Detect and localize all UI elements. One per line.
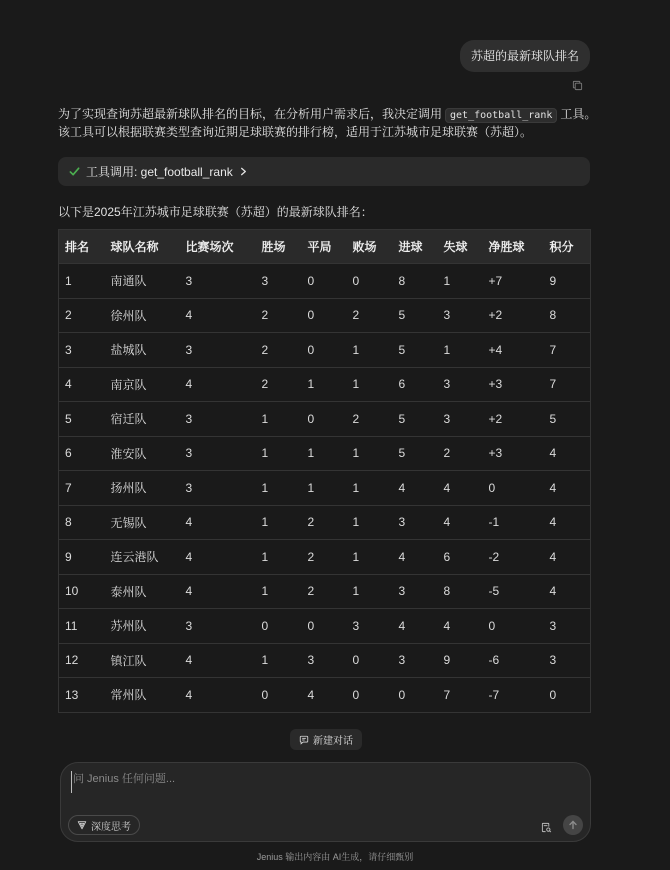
draws-cell: 1 [302,471,347,506]
column-header-points: 积分 [544,230,591,264]
column-header-team: 球队名称 [105,230,180,264]
wins-cell: 0 [256,609,302,644]
team-name-cell: 盐城队 [105,333,180,368]
goals-for-cell: 3 [393,643,438,678]
rank-cell: 10 [59,574,105,609]
user-message-bubble: 苏超的最新球队排名 [460,40,590,72]
draws-cell: 1 [302,436,347,471]
goal-diff-cell: -2 [483,540,544,575]
intro-text-after: 工具。 [560,107,597,121]
goal-diff-cell: +3 [483,367,544,402]
played-cell: 4 [180,678,256,713]
played-cell: 3 [180,609,256,644]
wins-cell: 1 [256,505,302,540]
draws-cell: 1 [302,367,347,402]
played-cell: 4 [180,367,256,402]
column-header-wins: 胜场 [256,230,302,264]
team-name-cell: 苏州队 [105,609,180,644]
wins-cell: 1 [256,643,302,678]
rank-cell: 13 [59,678,105,713]
tool-call-label: 工具调用: get_football_rank [86,165,233,179]
played-cell: 3 [180,402,256,437]
wins-cell: 1 [256,471,302,506]
draws-cell: 0 [302,298,347,333]
played-cell: 4 [180,643,256,678]
draws-cell: 3 [302,643,347,678]
points-cell: 9 [544,264,591,299]
goals-for-cell: 5 [393,436,438,471]
draws-cell: 2 [302,574,347,609]
column-header-goal-diff: 净胜球 [483,230,544,264]
goals-against-cell: 6 [438,540,483,575]
rank-cell: 6 [59,436,105,471]
composer [60,762,591,842]
ai-disclaimer: Jenius 输出内容由 AI生成，请仔细甄别 [256,852,414,862]
goal-diff-cell: +4 [483,333,544,368]
goals-against-cell: 4 [438,609,483,644]
wins-cell: 1 [256,436,302,471]
table-row [59,574,591,609]
goal-diff-cell: +2 [483,298,544,333]
goals-against-cell: 1 [438,264,483,299]
goals-for-cell: 5 [393,333,438,368]
goals-for-cell: 4 [393,609,438,644]
goals-for-cell: 0 [393,678,438,713]
deep-think-icon [77,820,87,830]
column-header-rank: 排名 [59,230,105,264]
table-row [59,505,591,540]
wins-cell: 0 [256,678,302,713]
rank-cell: 1 [59,264,105,299]
goals-against-cell: 7 [438,678,483,713]
column-header-played: 比赛场次 [180,230,256,264]
deep-think-toggle[interactable] [68,815,140,835]
goal-diff-cell: +3 [483,436,544,471]
goals-for-cell: 5 [393,298,438,333]
team-name-cell: 南通队 [105,264,180,299]
goal-diff-cell: 0 [483,609,544,644]
rank-cell: 5 [59,402,105,437]
played-cell: 3 [180,264,256,299]
goals-against-cell: 4 [438,471,483,506]
goals-against-cell: 1 [438,333,483,368]
check-icon [69,166,80,177]
rank-cell: 8 [59,505,105,540]
ranking-summary: 以下是2025年江苏城市足球联赛（苏超）的最新球队排名： [58,205,373,219]
team-name-cell: 南京队 [105,367,180,402]
goals-against-cell: 2 [438,436,483,471]
new-chat-icon [299,735,309,745]
played-cell: 4 [180,574,256,609]
losses-cell: 3 [347,609,393,644]
goals-for-cell: 5 [393,402,438,437]
table-row [59,609,591,644]
chevron-right-icon [239,167,248,176]
team-name-cell: 淮安队 [105,436,180,471]
points-cell: 0 [544,678,591,713]
goal-diff-cell: -5 [483,574,544,609]
losses-cell: 1 [347,574,393,609]
team-name-cell: 徐州队 [105,298,180,333]
points-cell: 7 [544,367,591,402]
points-cell: 3 [544,609,591,644]
points-cell: 4 [544,436,591,471]
deep-think-label: 深度思考 [91,821,131,833]
team-name-cell: 镇江队 [105,643,180,678]
table-row [59,402,591,437]
points-cell: 4 [544,505,591,540]
losses-cell: 1 [347,471,393,506]
wins-cell: 3 [256,264,302,299]
losses-cell: 1 [347,540,393,575]
losses-cell: 1 [347,333,393,368]
intro-text: 为了实现查询苏超最新球队排名的目标，在分析用户需求后，我决定调用 [58,107,443,121]
table-row [59,540,591,575]
rank-cell: 2 [59,298,105,333]
goals-for-cell: 6 [393,367,438,402]
played-cell: 4 [180,540,256,575]
copy-icon[interactable] [572,78,583,89]
table-row [59,264,591,299]
table-row [59,333,591,368]
points-cell: 7 [544,333,591,368]
goals-for-cell: 8 [393,264,438,299]
wins-cell: 2 [256,298,302,333]
goals-against-cell: 9 [438,643,483,678]
team-name-cell: 无锡队 [105,505,180,540]
ranking-table [58,229,591,713]
intro-line-1 [58,106,618,124]
points-cell: 3 [544,643,591,678]
rank-cell: 12 [59,643,105,678]
table-row [59,298,591,333]
table-header-row [59,230,591,264]
intro-line-2: 该工具可以根据联赛类型查询近期足球联赛的排行榜，适用于江苏城市足球联赛（苏超）。 [58,125,533,139]
draws-cell: 0 [302,609,347,644]
losses-cell: 2 [347,298,393,333]
column-header-goals-for: 进球 [393,230,438,264]
goal-diff-cell: +7 [483,264,544,299]
goal-diff-cell: 0 [483,471,544,506]
rank-cell: 9 [59,540,105,575]
draws-cell: 0 [302,264,347,299]
tool-name-code: get_football_rank [445,108,557,123]
goals-against-cell: 3 [438,402,483,437]
goal-diff-cell: -6 [483,643,544,678]
goals-for-cell: 4 [393,471,438,506]
table-row [59,436,591,471]
table-row [59,367,591,402]
goal-diff-cell: -1 [483,505,544,540]
goals-against-cell: 4 [438,505,483,540]
goal-diff-cell: +2 [483,402,544,437]
wins-cell: 1 [256,402,302,437]
goals-for-cell: 3 [393,505,438,540]
rank-cell: 4 [59,367,105,402]
points-cell: 4 [544,540,591,575]
played-cell: 3 [180,436,256,471]
column-header-goals-against: 失球 [438,230,483,264]
draws-cell: 0 [302,333,347,368]
column-header-losses: 败场 [347,230,393,264]
goals-against-cell: 3 [438,367,483,402]
losses-cell: 1 [347,436,393,471]
draws-cell: 2 [302,505,347,540]
team-name-cell: 泰州队 [105,574,180,609]
wins-cell: 2 [256,367,302,402]
losses-cell: 2 [347,402,393,437]
file-search-icon[interactable] [541,820,552,831]
arrow-up-icon [568,820,578,830]
table-row [59,678,591,713]
team-name-cell: 宿迁队 [105,402,180,437]
new-chat-label: 新建对话 [313,736,353,747]
played-cell: 3 [180,471,256,506]
send-button[interactable] [563,815,583,835]
goals-for-cell: 3 [393,574,438,609]
goals-for-cell: 4 [393,540,438,575]
rank-cell: 3 [59,333,105,368]
losses-cell: 1 [347,505,393,540]
played-cell: 4 [180,505,256,540]
new-chat-button[interactable] [290,729,362,750]
rank-cell: 7 [59,471,105,506]
played-cell: 3 [180,333,256,368]
wins-cell: 2 [256,333,302,368]
message-input[interactable] [71,771,573,793]
table-row [59,643,591,678]
draws-cell: 0 [302,402,347,437]
team-name-cell: 常州队 [105,678,180,713]
draws-cell: 4 [302,678,347,713]
table-row [59,471,591,506]
losses-cell: 0 [347,264,393,299]
rank-cell: 11 [59,609,105,644]
goals-against-cell: 3 [438,298,483,333]
points-cell: 8 [544,298,591,333]
tool-call-toggle[interactable] [58,157,590,186]
losses-cell: 0 [347,643,393,678]
wins-cell: 1 [256,540,302,575]
losses-cell: 0 [347,678,393,713]
team-name-cell: 连云港队 [105,540,180,575]
team-name-cell: 扬州队 [105,471,180,506]
points-cell: 4 [544,574,591,609]
goal-diff-cell: -7 [483,678,544,713]
goals-against-cell: 8 [438,574,483,609]
points-cell: 5 [544,402,591,437]
wins-cell: 1 [256,574,302,609]
losses-cell: 1 [347,367,393,402]
assistant-intro [58,106,618,140]
draws-cell: 2 [302,540,347,575]
played-cell: 4 [180,298,256,333]
column-header-draws: 平局 [302,230,347,264]
points-cell: 4 [544,471,591,506]
